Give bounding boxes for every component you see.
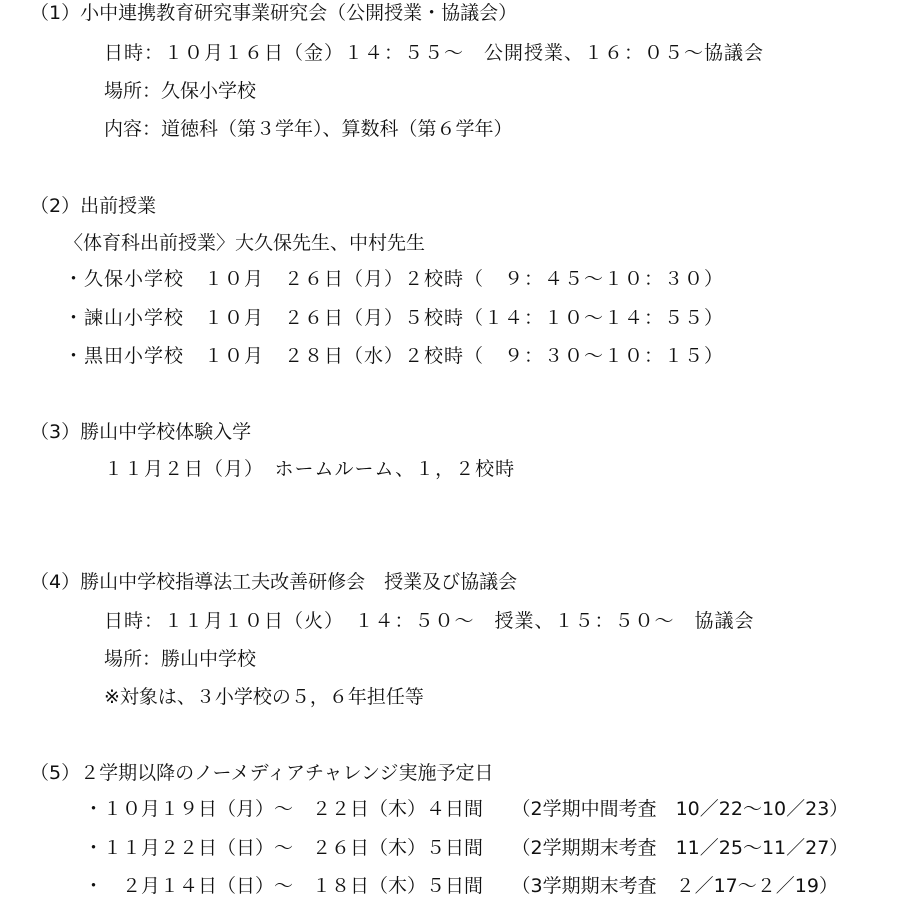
section-1-heading: （1）小中連携教育研究事業研究会（公開授業・協議会） — [30, 2, 518, 24]
section-2-subheading: 〈体育科出前授業〉大久保先生、中村先生 — [64, 232, 426, 254]
section-2-schedule-item: ・久保小学校 １０月 ２６日（月）２校時（ ９：４５～１０：３０） — [64, 268, 725, 290]
section-5-schedule-item: ・ ２月１４日（日）～ １８日（木）５日間 （3学期期末考査 ２／17～２／19） — [84, 875, 838, 897]
section-4-heading: （4）勝山中学校指導法工夫改善研修会 授業及び協議会 — [30, 571, 518, 593]
section-1-place: 場所：久保小学校 — [104, 80, 257, 102]
section-4-note: ※対象は、３小学校の５，６年担任等 — [104, 686, 424, 708]
section-5-heading: （5）２学期以降のノーメディアチャレンジ実施予定日 — [30, 762, 494, 784]
section-5-schedule-item: ・１１月２２日（日）～ ２６日（木）５日間 （2学期期末考査 11／25～11／27） — [84, 837, 849, 859]
section-2-schedule-item: ・黒田小学校 １０月 ２８日（水）２校時（ ９：３０～１０：１５） — [64, 345, 725, 367]
section-3-heading: （3）勝山中学校体験入学 — [30, 421, 252, 443]
section-2-schedule-item: ・諫山小学校 １０月 ２６日（月）５校時（１４：１０～１４：５５） — [64, 307, 725, 329]
section-4-datetime: 日時：１１月１０日（火） １４：５０～ 授業、１５：５０～ 協議会 — [104, 610, 755, 632]
section-3-detail: １１月２日（月） ホームルーム、１，２校時 — [104, 458, 516, 480]
section-5-schedule-item: ・１０月１９日（月）～ ２２日（木）４日間 （2学期中間考査 10／22～10／23） — [84, 798, 849, 820]
section-2-heading: （2）出前授業 — [30, 195, 157, 217]
section-1-content: 内容：道徳科（第３学年）、算数科（第６学年） — [104, 118, 513, 140]
section-1-datetime: 日時：１０月１６日（金）１４：５５～ 公開授業、１６：０５～協議会 — [104, 42, 765, 64]
section-4-place: 場所：勝山中学校 — [104, 648, 257, 670]
